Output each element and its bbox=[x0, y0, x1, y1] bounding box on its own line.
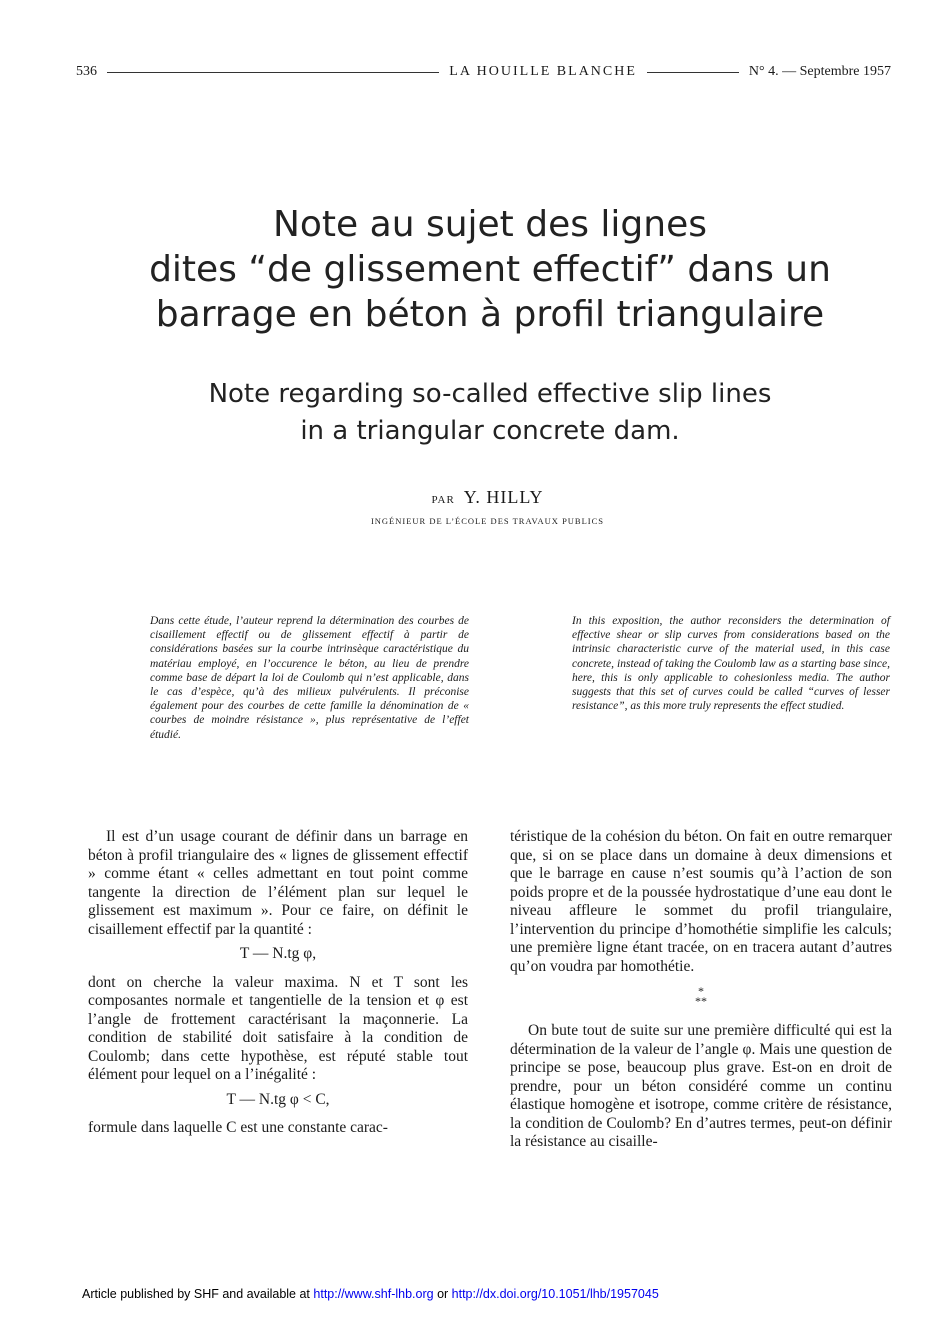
body-column-right bbox=[510, 828, 892, 1152]
paragraph: formule dans laquelle C est une constante carac- bbox=[88, 1119, 388, 1136]
author-prefix: PAR bbox=[431, 494, 455, 506]
asterism-top: * bbox=[698, 984, 704, 998]
footer-text: or bbox=[433, 1287, 452, 1301]
article-subtitle bbox=[60, 376, 920, 450]
paragraph: dont on cherche la valeur maxima. N et T sont les composantes normale et tangentielle de la tension et φ est l’angle de frottement caractérisant la maçonnerie. La condition de stabilité doit satisfaire à la condition de Coulomb; dans cette hypothèse, est réputé stable tout élément pour lequel on a l’inégalité : bbox=[88, 973, 468, 1083]
asterism-bottom: ** bbox=[695, 994, 707, 1008]
issue-info: N° 4. — Septembre 1957 bbox=[748, 64, 891, 79]
journal-name: LA HOUILLE BLANCHE bbox=[449, 64, 637, 79]
author-affiliation: INGÉNIEUR DE L’ÉCOLE DES TRAVAUX PUBLICS bbox=[370, 516, 605, 526]
subtitle-line-1: Note regarding so-called effective slip lines bbox=[208, 379, 772, 409]
paragraph: Il est d’un usage courant de définir dans un barrage en béton à profil triangulaire des « lignes de glissement effectif » comme étant « celles admettant en tout point comme tangente la direction de l’élément plan sur lequel le glissement est maximum ». Pour ce faire, on définit le cisaillement effectif par la quantité : bbox=[88, 828, 468, 938]
paragraph: On bute tout de suite sur une première difficulté qui est la détermination de la valeur de l’angle φ. Mais une question de principe se pose, beaucoup plus grave. Est-on en droit de prendre, pour un béton considéré comme un continu élastique homogène et isotrope, comme critère de résistance, la condition de Coulomb? En d’autres termes, peut-on définir la résistance au cisaille- bbox=[510, 1022, 892, 1150]
formula: T — N.tg φ, bbox=[239, 945, 317, 962]
subtitle-line-2: in a triangular concrete dam. bbox=[300, 416, 680, 446]
footer-link-site[interactable]: http://www.shf-lhb.org bbox=[313, 1287, 434, 1301]
abstract-english: In this exposition, the author reconsiders the determination of effective shear or slip curves from considerations based on the intrinsic characteristic curve of the material used, in this case concrete, instead of taking the Coulomb law as a starting base since, here, this is only applicable to cohesionless media. The author suggests that this set of curves could be called “curves of lesser resistance”, as this more truly represents the effect studied. bbox=[572, 615, 890, 713]
author-name: Y. HILLY bbox=[463, 487, 544, 507]
abstract-french: Dans cette étude, l’auteur reprend la détermination des courbes de cisaillement effectif ou de glissement effectif à partir de considérations basées sur la courbe intrinsèque caractéristique du matériau employé, en l’occurence le béton, au lieu de prendre comme base de départ la loi de Coulomb qui n’est applicable, dans le cas d’espèce, qu’à des milieux pulvérulents. Il préconise également pour des courbes de cette famille la dénomination de « courbes de moindre résistance », plus représentative de l’effet étudié. bbox=[150, 615, 469, 741]
author-line bbox=[0, 487, 930, 508]
header-rule-left bbox=[107, 72, 439, 73]
paragraph: téristique de la cohésion du béton. On fait en outre remarquer que, si on se place dans un domaine à deux dimensions et que le barrage en cause n’est soumis qu’à l’action de son poids propre et de la poussée hydrostatique d’une eau dont le niveau affleure le sommet du profil triangulaire, l’intervention du principe d’homothétie simplifie les calculs; une première ligne étant tracée, on en tracera autant d’autres qu’on voudra par homothétie. bbox=[510, 828, 892, 975]
title-line-2: dites “de glissement effectif” dans un bbox=[149, 249, 831, 290]
formula: T — N.tg φ < C, bbox=[226, 1090, 330, 1108]
section-separator bbox=[510, 986, 892, 1006]
publication-footer bbox=[82, 1287, 659, 1301]
article-title bbox=[60, 202, 920, 337]
title-line-1: Note au sujet des lignes bbox=[272, 204, 708, 245]
page-number: 536 bbox=[76, 64, 97, 79]
running-header bbox=[76, 62, 891, 82]
title-line-3: barrage en béton à profil triangulaire bbox=[155, 294, 825, 335]
footer-link-doi[interactable]: http://dx.doi.org/10.1051/lhb/1957045 bbox=[451, 1287, 659, 1301]
footer-text: Article published by SHF and available at bbox=[82, 1287, 314, 1301]
body-column-left bbox=[88, 828, 468, 1138]
header-rule-right bbox=[647, 72, 739, 73]
